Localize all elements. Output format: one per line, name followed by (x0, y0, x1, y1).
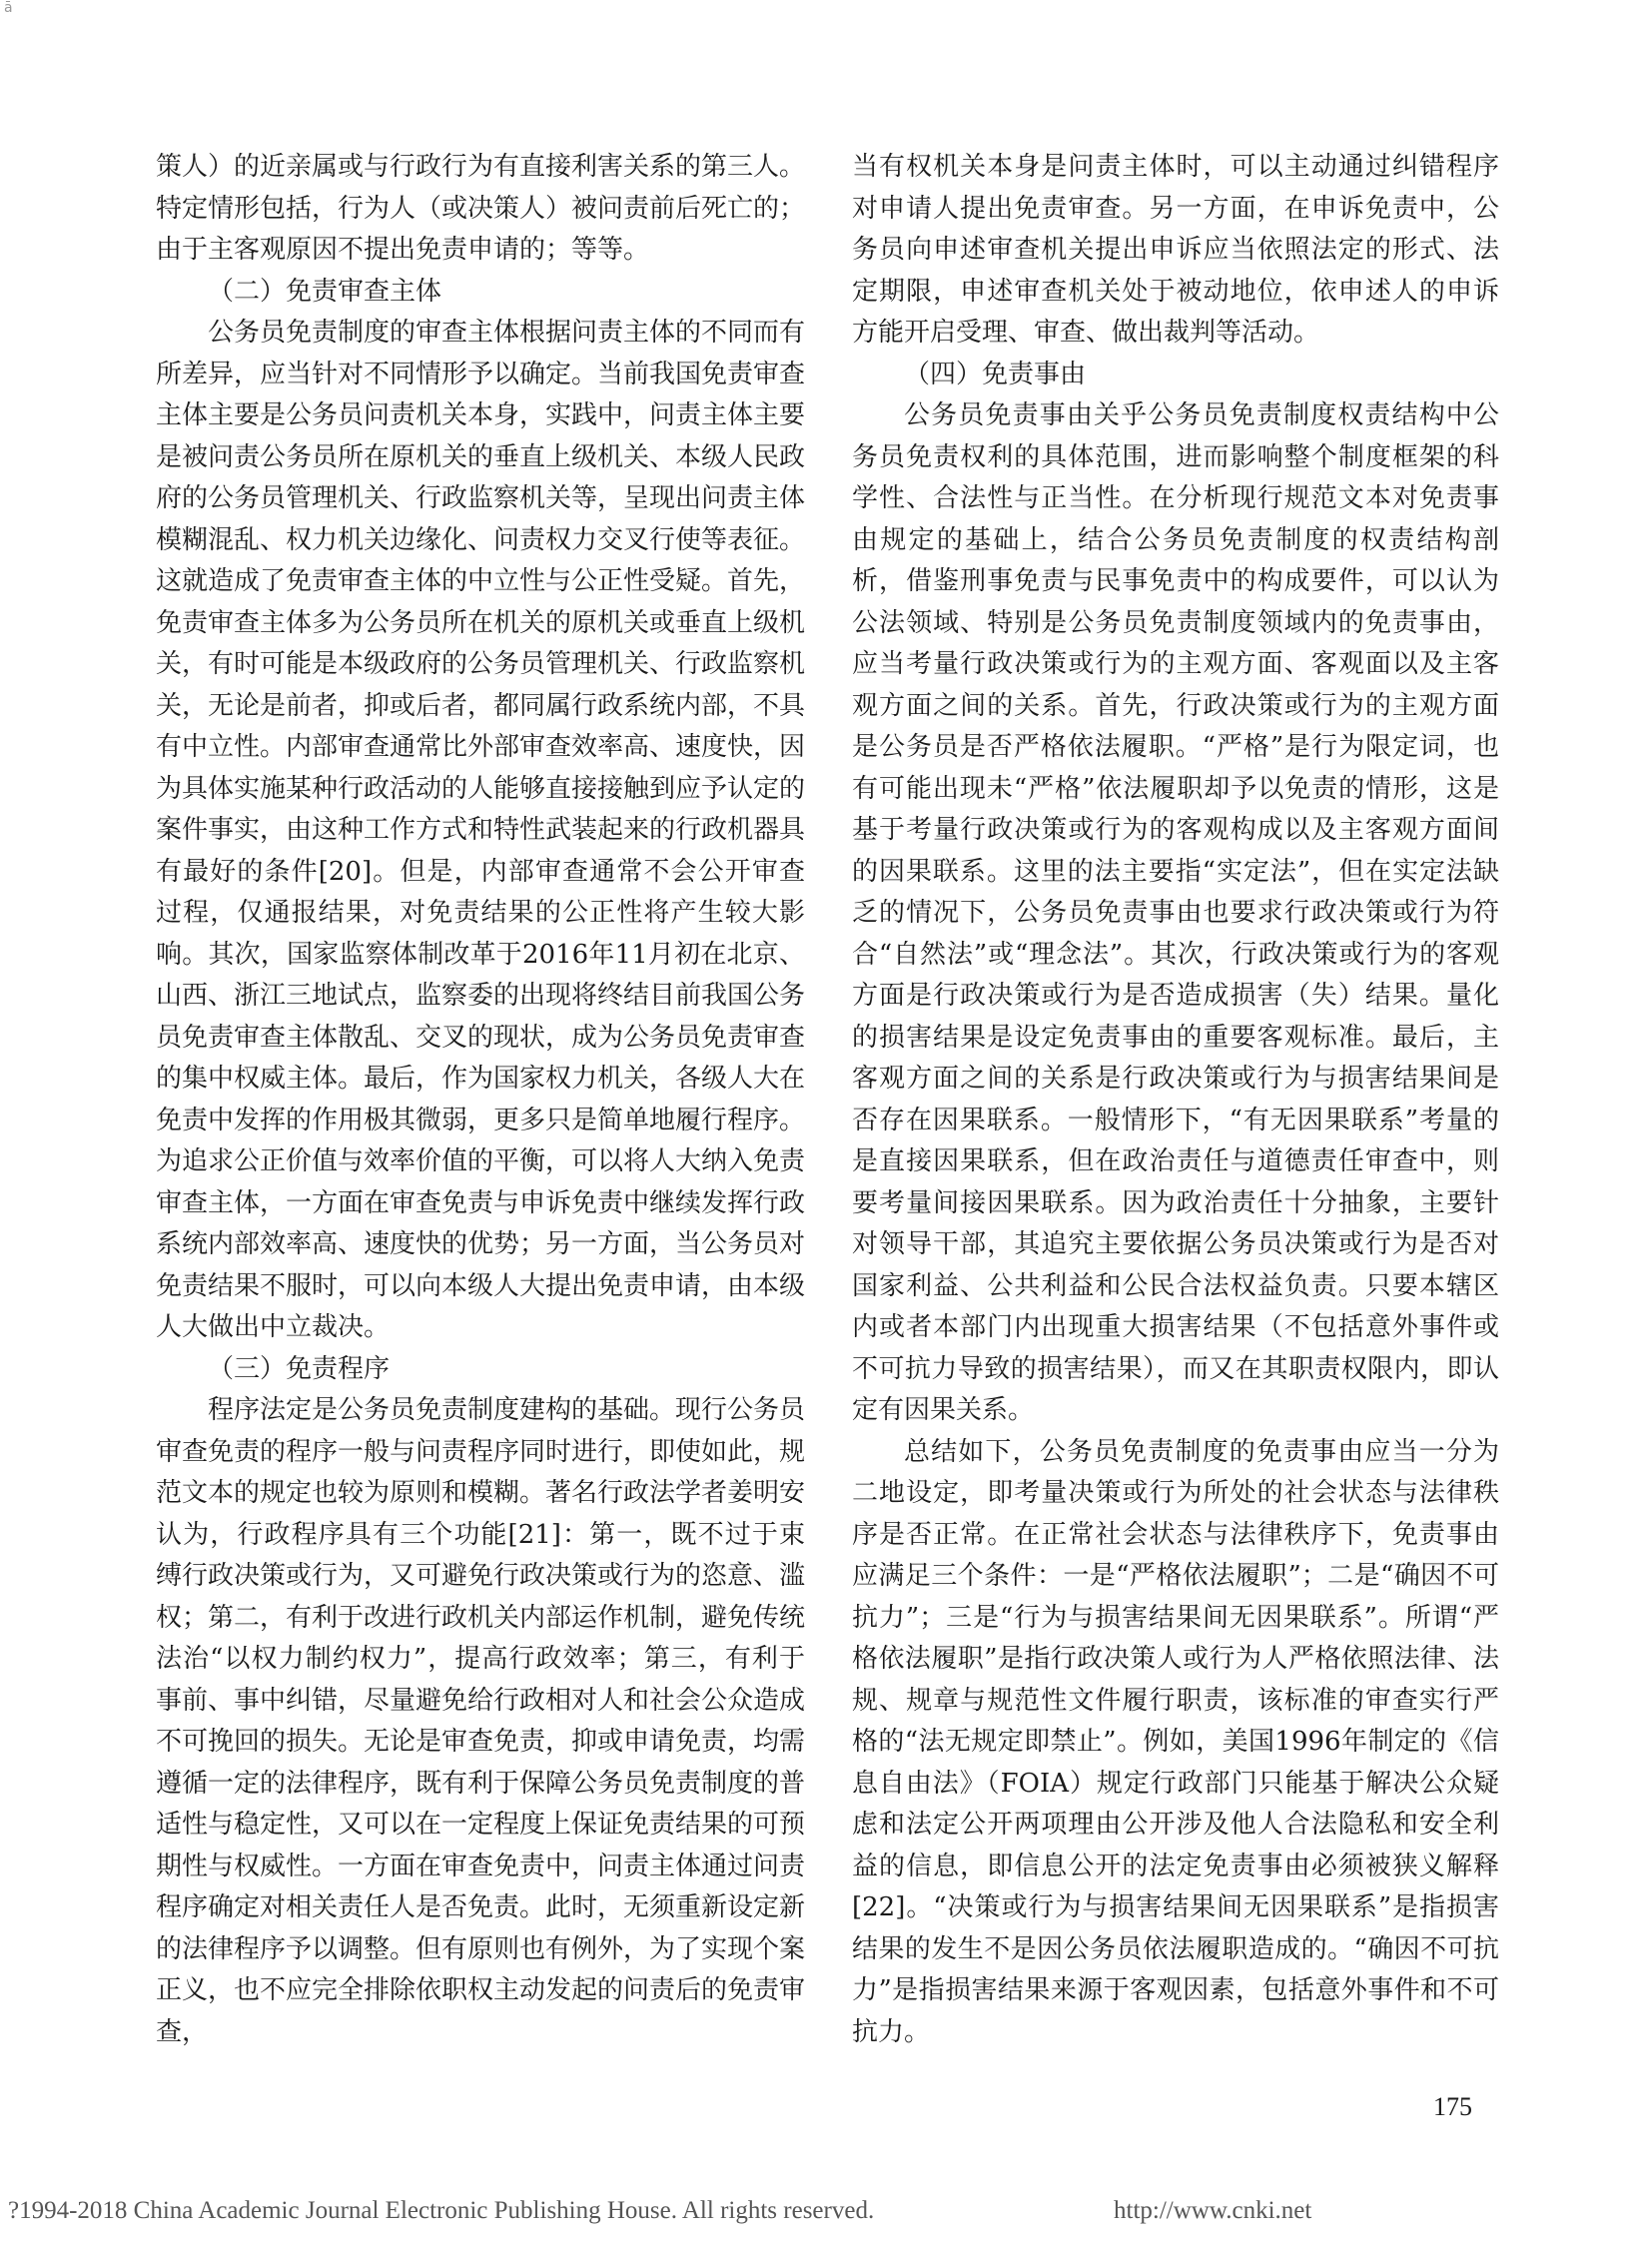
paragraph: 总结如下，公务员免责制度的免责事由应当一分为二地设定，即考量决策或行为所处的社会状态与法律秩序是否正常。在正常社会状态与法律秩序下，免责事由应满足三个条件：一是“严格依法履职”；二是“确因不可抗力”；三是“行为与损害结果间无因果联系”。所谓“严格依法履职”是指行政决策人或行为人严格依照法律、法规、规章与规范性文件履行职责，该标准的审查实行严格的“法无规定即禁止”。例如，美国1996年制定的《信息自由法》（FOIA）规定行政部门只能基于解决公众疑虑和法定公开两项理由公开涉及他人合法隐私和安全利益的信息，即信息公开的法定免责事由必须被狭义解释[22]。“决策或行为与损害结果间无因果联系”是指损害结果的发生不是因公务员依法履职造成的。“确因不可抗力”是指损害结果来源于客观因素，包括意外事件和不可抗力。 (852, 1436, 1499, 2047)
copyright-notice: ?1994-2018 China Academic Journal Electronic Publishing House. All rights reserved. (8, 2197, 875, 2224)
paragraph: 公务员免责事由关乎公务员免责制度权责结构中公务员免责权利的具体范围，进而影响整个制度框架的科学性、合法性与正当性。在分析现行规范文本对免责事由规定的基础上，结合公务员免责制度的权责结构剖析，借鉴刑事免责与民事免责中的构成要件，可以认为公法领域、特别是公务员免责制度领域内的免责事由，应当考量行政决策或行为的主观方面、客观面以及主客观方面之间的关系。首先，行政决策或行为的主观方面是公务员是否严格依法履职。“严格”是行为限定词，也有可能出现未“严格”依法履职却予以免责的情形，这是基于考量行政决策或行为的客观构成以及主客观方面间的因果联系。这里的法主要指“实定法”，但在实定法缺乏的情况下，公务员免责事由也要求行政决策或行为符合“自然法”或“理念法”。其次，行政决策或行为的客观方面是行政决策或行为是否造成损害（失）结果。量化的损害结果是设定免责事由的重要客观标准。最后，主客观方面之间的关系是行政决策或行为与损害结果间是否存在因果联系。一般情形下，“有无因果联系”考量的是直接因果联系，但在政治责任与道德责任审查中，则要考量间接因果联系。因为政治责任十分抽象，主要针对领导干部，其追究主要依据公务员决策或行为是否对国家利益、公共利益和公民合法权益负责。只要本辖区内或者本部门内出现重大损害结果（不包括意外事件或不可抗力导致的损害结果），而又在其职责权限内，即认定有因果关系。 (852, 400, 1499, 1425)
section-heading: （三）免责程序 (208, 1353, 391, 1384)
left-column (156, 147, 805, 2053)
paragraph: 当有权机关本身是问责主体时，可以主动通过纠错程序对申请人提出免责审查。另一方面，在申诉免责中，公务员向申述审查机关提出申诉应当依照法定的形式、法定期限，申述审查机关处于被动地位，依申述人的申诉方能开启受理、审查、做出裁判等活动。 (852, 152, 1499, 348)
right-column (852, 147, 1499, 2053)
section-heading: （四）免责事由 (904, 359, 1087, 389)
footer-url: http://www.cnki.net (1114, 2197, 1312, 2224)
paragraph: 策人）的近亲属或与行政行为有直接利害关系的第三人。特定情形包括，行为人（或决策人）被问责前后死亡的；由于主客观原因不提出免责申请的；等等。 (156, 152, 806, 265)
section-heading: （二）免责审查主体 (208, 276, 442, 307)
corner-mark: ā (4, 0, 13, 16)
paragraph: 公务员免责制度的审查主体根据问责主体的不同而有所差异，应当针对不同情形予以确定。当前我国免责审查主体主要是公务员问责机关本身，实践中，问责主体主要是被问责公务员所在原机关的垂直上级机关、本级人民政府的公务员管理机关、行政监察机关等，呈现出问责主体模糊混乱、权力机关边缘化、问责权力交叉行使等表征。这就造成了免责审查主体的中立性与公正性受疑。首先，免责审查主体多为公务员所在机关的原机关或垂直上级机关，有时可能是本级政府的公务员管理机关、行政监察机关，无论是前者，抑或后者，都同属行政系统内部，不具有中立性。内部审查通常比外部审查效率高、速度快，因为具体实施某种行政活动的人能够直接接触到应予认定的案件事实，由这种工作方式和特性武装起来的行政机器具有最好的条件[20]。但是，内部审查通常不会公开审查过程，仅通报结果，对免责结果的公正性将产生较大影响。其次，国家监察体制改革于2016年11月初在北京、山西、浙江三地试点，监察委的出现将终结目前我国公务员免责审查主体散乱、交叉的现状，成为公务员免责审查的集中权威主体。最后，作为国家权力机关，各级人大在免责中发挥的作用极其微弱，更多只是简单地履行程序。为追求公正价值与效率价值的平衡，可以将人大纳入免责审查主体，一方面在审查免责与申诉免责中继续发挥行政系统内部效率高、速度快的优势；另一方面，当公务员对免责结果不服时，可以向本级人大提出免责申请，由本级人大做出中立裁决。 (156, 318, 806, 1342)
paragraph: 程序法定是公务员免责制度建构的基础。现行公务员审查免责的程序一般与问责程序同时进行，即使如此，规范文本的规定也较为原则和模糊。著名行政法学者姜明安认为，行政程序具有三个功能[21]：第一，既不过于束缚行政决策或行为，又可避免行政决策或行为的恣意、滥权；第二，有利于改进行政机关内部运作机制，避免传统法治“以权力制约权力”，提高行政效率；第三，有利于事前、事中纠错，尽量避免给行政相对人和社会公众造成不可挽回的损失。无论是审查免责，抑或申请免责，均需遵循一定的法律程序，既有利于保障公务员免责制度的普适性与稳定性，又可以在一定程度上保证免责结果的可预期性与权威性。一方面在审查免责中，问责主体通过问责程序确定对相关责任人是否免责。此时，无须重新设定新的法律程序予以调整。但有原则也有例外，为了实现个案正义，也不应完全排除依职权主动发起的问责后的免责审查， (156, 1395, 806, 2047)
page-number: 175 (1433, 2092, 1472, 2121)
